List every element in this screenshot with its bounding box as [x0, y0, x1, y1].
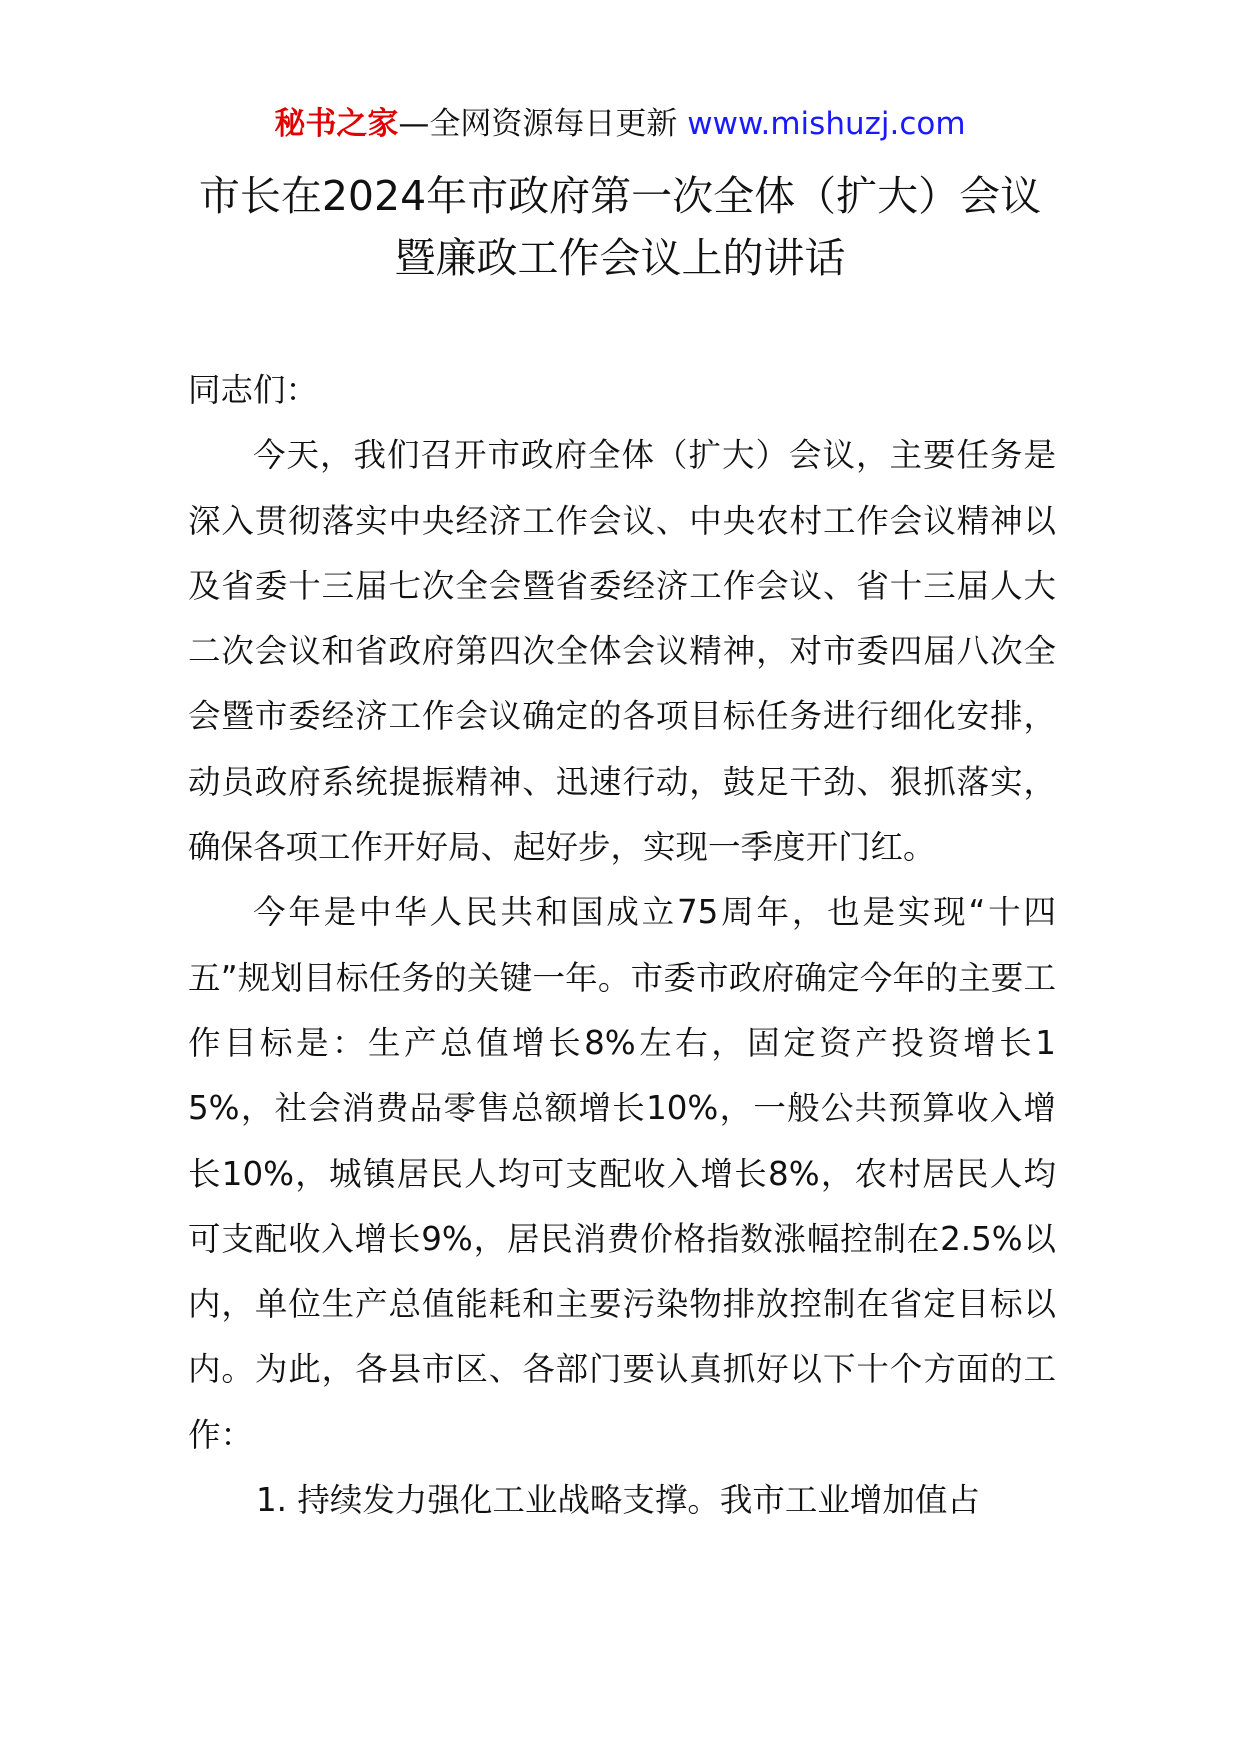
site-url-link[interactable]: www.mishuzj.com	[687, 106, 966, 142]
paragraph-targets: 今年是中华人民共和国成立75周年，也是实现“十四五”规划目标任务的关键一年。市委市政府确定今年的主要工作目标是：生产总值增长8%左右，固定资产投资增长15%，社会消费品零售总额增长10%，一般公共预算收入增长10%，城镇居民人均可支配收入增长8%，农村居民人均可支配收入增长9%，居民消费价格指数涨幅控制在2.5%以内，单位生产总值能耗和主要污染物排放控制在省定目标以内。为此，各县市区、各部门要认真抓好以下十个方面的工作：	[188, 893, 1056, 1454]
paragraph-opening: 今天，我们召开市政府全体（扩大）会议，主要任务是深入贯彻落实中央经济工作会议、中央农村工作会议精神以及省委十三届七次全会暨省委经济工作会议、省十三届人大二次会议和省政府第四次全体会议精神，对市委四届八次全会暨市委经济工作会议确定的各项目标任务进行细化安排，动员政府系统提振精神、迅速行动，鼓足干劲、狠抓落实，确保各项工作开好局、起好步，实现一季度开门红。	[188, 436, 1056, 867]
paragraph-item-1: 1. 持续发力强化工业战略支撑。我市工业增加值占	[256, 1481, 980, 1520]
document-title	[150, 165, 1090, 289]
site-brand: 秘书之家	[274, 106, 399, 142]
salutation: 同志们：	[188, 371, 319, 409]
site-banner	[0, 102, 1240, 146]
document-body	[188, 358, 1056, 1533]
title-line-2: 暨廉政工作会议上的讲话	[394, 234, 846, 282]
title-line-1: 市长在2024年市政府第一次全体（扩大）会议	[198, 172, 1042, 220]
site-tagline: —全网资源每日更新	[398, 106, 678, 142]
